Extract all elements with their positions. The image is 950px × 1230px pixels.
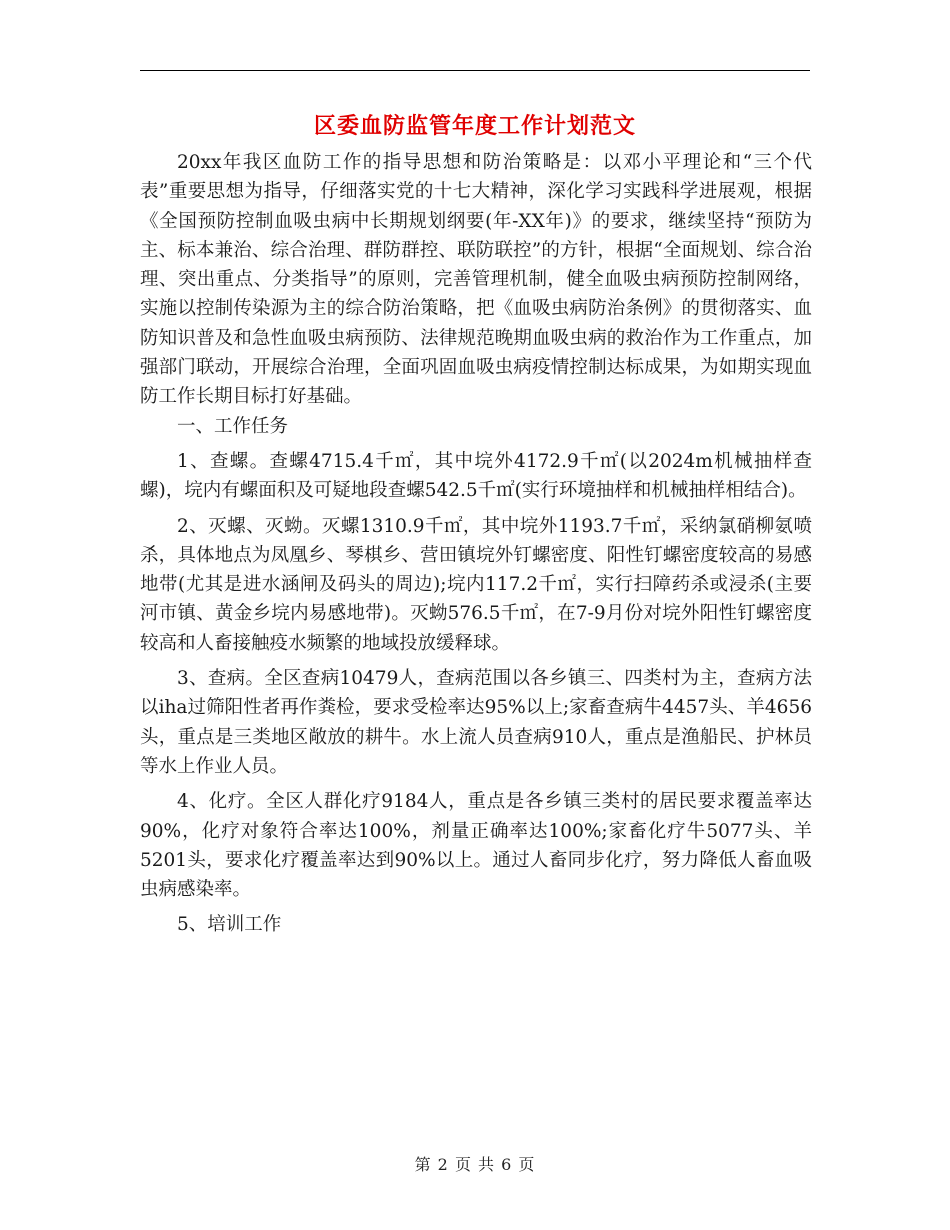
paragraph-snail-control: 2、灭螺、灭蚴。灭螺1310.9千㎡，其中垸外1193.7千㎡，采纳氯硝柳氨喷杀，具体地点为凤凰乡、琴棋乡、营田镇垸外钉螺密度、阳性钉螺密度较高的易感地带(尤其是进水涵闸及码头的周边);垸内117.2千㎡，实行扫障药杀或浸杀(主要河市镇、黄金乡垸内易感地带)。灭蚴576.5千㎡，在7-9月份对垸外阳性钉螺密度较高和人畜接触疫水频繁的地域投放缓释球。 — [140, 515, 812, 654]
document-title: 区委血防监管年度工作计划范文 — [313, 113, 636, 139]
paragraph-snail-survey: 1、查螺。查螺4715.4千㎡，其中垸外4172.9千㎡(以2024m机械抽样查螺)，垸内有螺面积及可疑地段查螺542.5千㎡(实行环境抽样和机械抽样相结合)。 — [140, 450, 812, 502]
paragraph-chemotherapy: 4、化疗。全区人群化疗9184人，重点是各乡镇三类村的居民要求覆盖率达90%，化疗对象符合率达100%，剂量正确率达100%;家畜化疗牛5077头、羊5201头，要求化疗覆盖率达到90%以上。通过人畜同步化疗，努力降低人畜血吸虫病感染率。 — [140, 791, 812, 901]
paragraph-disease-screening: 3、查病。全区查病10479人，查病范围以各乡镇三、四类村为主，查病方法以iha过筛阳性者再作粪检，要求受检率达95%以上;家畜查病牛4457头、羊4656头，重点是三类地区敞放的耕牛。水上流人员查病910人，重点是渔船民、护林员等水上作业人员。 — [140, 668, 812, 777]
header-rule — [140, 70, 810, 71]
page-footer: 第 2 页 共 6 页 — [414, 1155, 536, 1174]
paragraph-intro: 20xx年我区血防工作的指导思想和防治策略是：以邓小平理论和“三个代表”重要思想为指导，仔细落实党的十七大精神，深化学习实践科学进展观，根据《全国预防控制血吸虫病中长期规划纲要(年-XX年)》的要求，继续坚持“预防为主、标本兼治、综合治理、群防群控、联防联控”的方针，根据“全面规划、综合治理、突出重点、分类指导”的原则，完善管理机制，健全血吸虫病预防控制网络，实施以控制传染源为主的综合防治策略，把《血吸虫病防治条例》的贯彻落实、血防知识普及和急性血吸虫病预防、法律规范晚期血吸虫病的救治作为工作重点，加强部门联动，开展综合治理，全面巩固血吸虫病疫情控制达标成果，为如期实现血防工作长期目标打好基础。 — [140, 152, 812, 408]
paragraph-training-heading: 5、培训工作 — [177, 914, 282, 936]
section-heading-tasks: 一、工作任务 — [177, 415, 289, 437]
document-body — [140, 148, 812, 940]
